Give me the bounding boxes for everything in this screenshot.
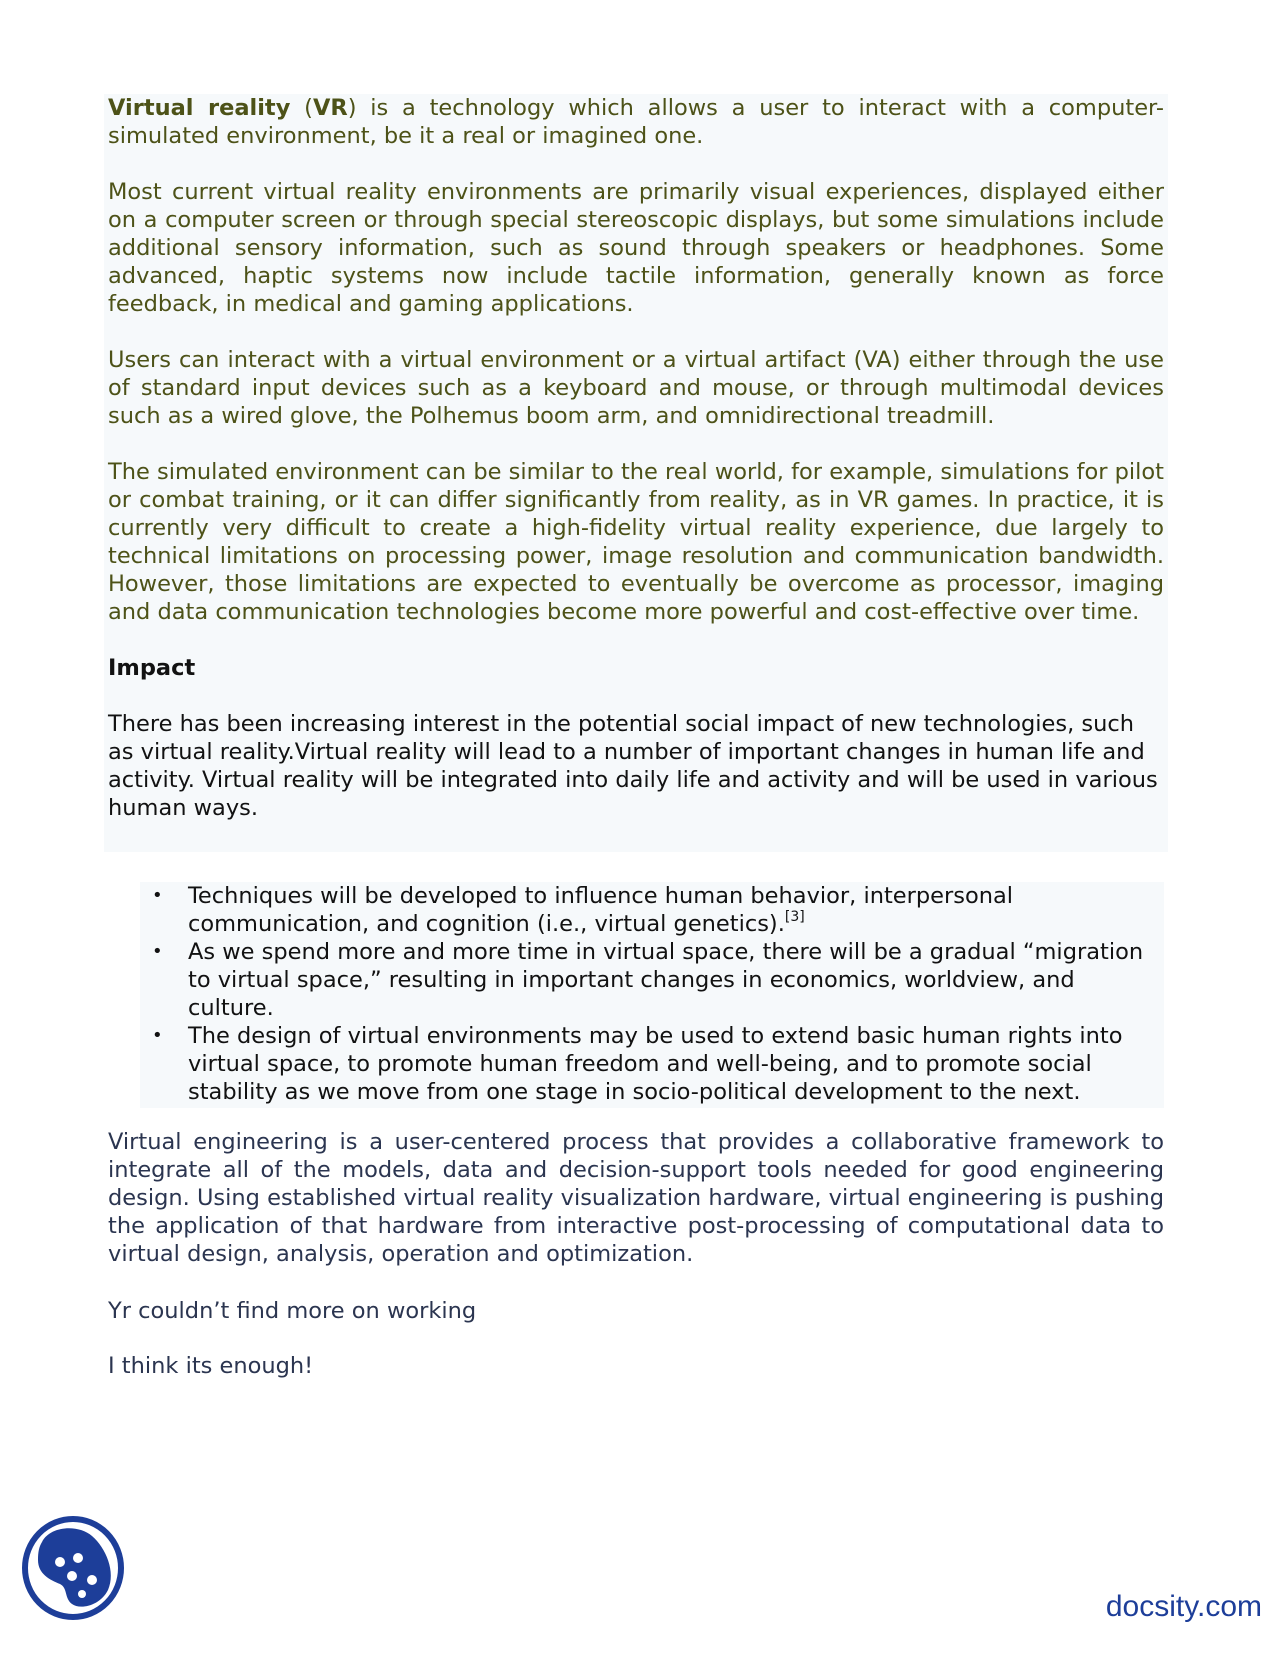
docsity-brand-link[interactable]: docsity.com	[1105, 1590, 1262, 1623]
list-item	[140, 882, 1164, 938]
list-item	[140, 938, 1164, 1022]
bullet-icon: •	[152, 941, 163, 962]
impact-paragraph: There has been increasing interest in the potential social impact of new technologies, such as virtual reality.Virtual reality will lead to a number of important changes in human life and activity. Virtual reality will be integrated into daily life and activity and will be used in various human ways.	[108, 711, 1158, 821]
intro-paragraph-1	[108, 94, 1164, 150]
list-item	[140, 1022, 1164, 1106]
note-paragraph-2: I think its enough!	[108, 1353, 314, 1379]
intro-paragraph-2: Most current virtual reality environments are primarily visual experiences, displayed either on a computer screen or through special stereoscopic displays, but some simulations include additional sensory information, such as sound through speakers or headphones. Some advanced, haptic systems now include tactile information, generally known as force feedback, in medical and gaming applications.	[108, 179, 1164, 317]
vr-paren-open: (	[290, 95, 313, 121]
list-item-text: The design of virtual environments may be used to extend basic human rights into virtual space, to promote human freedom and well-being, and to promote social stability as we move from one stage in socio-political development to the next.	[188, 1023, 1123, 1105]
intro-section	[104, 94, 1168, 852]
vr-term: Virtual reality	[108, 95, 291, 121]
bullet-icon: •	[152, 885, 163, 906]
impact-heading: Impact	[108, 655, 196, 681]
list-item-text: As we spend more and more time in virtual space, there will be a gradual “migration to virtual space,” resulting in important changes in economics, worldview, and culture.	[188, 939, 1144, 1021]
note-paragraph-1: Yr couldn’t find more on working	[108, 1298, 477, 1324]
list-item-text: Techniques will be developed to influence human behavior, interpersonal communication, and cognition (i.e., virtual genetics).	[188, 883, 1014, 937]
engineering-paragraph: Virtual engineering is a user-centered process that provides a collaborative framework to integrate all of the models, data and decision-support tools needed for good engineering design. Using established virtual reality visualization hardware, virtual engineering is pushing the application of that hardware from interactive post-processing of computational data to virtual design, analysis, operation and optimization.	[108, 1129, 1164, 1267]
citation-link[interactable]: [3]	[784, 909, 805, 925]
intro-paragraph-3: Users can interact with a virtual environment or a virtual artifact (VA) either through the use of standard input devices such as a keyboard and mouse, or through multimodal devices such as a wired glove, the Polhemus boom arm, and omnidirectional treadmill.	[108, 347, 1164, 429]
docsity-logo-icon[interactable]	[20, 1512, 130, 1624]
impact-bullet-list	[140, 882, 1164, 1108]
intro-paragraph-4: The simulated environment can be similar to the real world, for example, simulations for pilot or combat training, or it can differ significantly from reality, as in VR games. In practice, it is currently very difficult to create a high-fidelity virtual reality experience, due largely to technical limitations on processing power, image resolution and communication bandwidth. However, those limitations are expected to eventually be overcome as processor, imaging and data communication technologies become more powerful and cost-effective over time.	[108, 459, 1164, 625]
vr-definition: ) is a technology which allows a user to interact with a computer-simulated environment, be it a real or imagined one.	[108, 95, 1164, 149]
bullet-icon: •	[152, 1025, 163, 1046]
vr-abbreviation: VR	[312, 95, 348, 121]
